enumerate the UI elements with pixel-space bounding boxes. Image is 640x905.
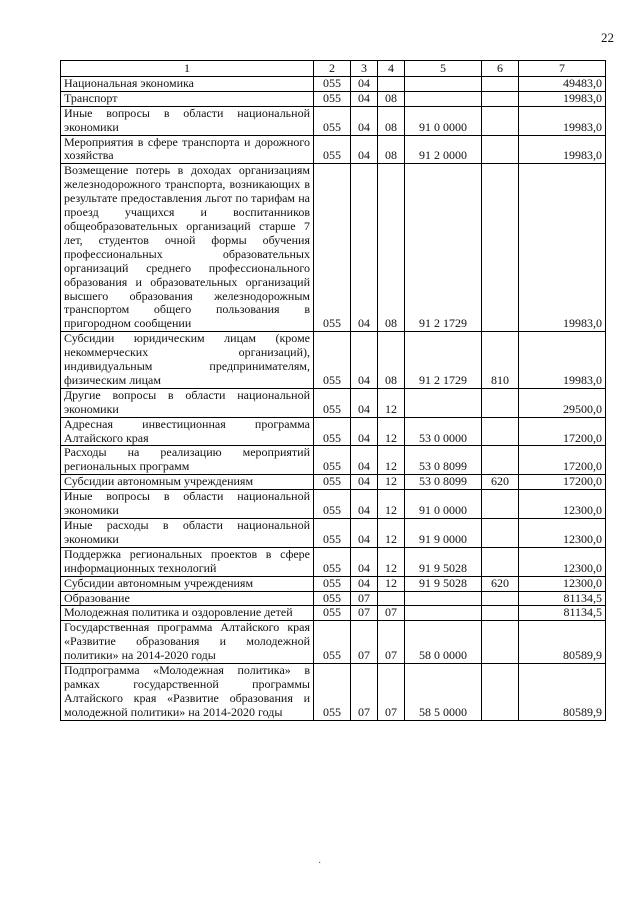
amount-cell: 12300,0 [519,490,606,519]
expense-type-cell [482,417,519,446]
target-article-cell: 91 9 0000 [405,519,482,548]
ministry-code-cell: 055 [314,519,351,548]
row-name-cell: Иные вопросы в области национальной экономики [61,490,314,519]
subsection-code-cell: 07 [378,621,405,664]
subsection-code-cell [378,76,405,91]
section-code-cell: 04 [351,76,378,91]
subsection-code-cell: 12 [378,490,405,519]
table-row [61,417,606,446]
expense-type-cell: 620 [482,576,519,591]
section-code-cell: 07 [351,606,378,621]
row-name-cell: Транспорт [61,91,314,106]
expense-type-cell [482,621,519,664]
column-header: 3 [351,61,378,77]
subsection-code-cell [378,591,405,606]
table-row [61,106,606,135]
table-row [61,519,606,548]
subsection-code-cell: 08 [378,91,405,106]
subsection-code-cell: 12 [378,417,405,446]
amount-cell: 80589,9 [519,621,606,664]
expense-type-cell [482,547,519,576]
expense-type-cell: 620 [482,475,519,490]
target-article-cell [405,591,482,606]
expense-type-cell [482,164,519,332]
subsection-code-cell: 08 [378,164,405,332]
subsection-code-cell: 12 [378,446,405,475]
table-row [61,388,606,417]
amount-cell: 17200,0 [519,446,606,475]
subsection-code-cell: 12 [378,547,405,576]
expense-type-cell [482,664,519,721]
column-header: 5 [405,61,482,77]
table-row [61,91,606,106]
row-name-cell: Другие вопросы в области национальной экономики [61,388,314,417]
subsection-code-cell: 12 [378,388,405,417]
column-header: 2 [314,61,351,77]
amount-cell: 19983,0 [519,332,606,389]
ministry-code-cell: 055 [314,621,351,664]
table-row [61,164,606,332]
subsection-code-cell: 07 [378,606,405,621]
subsection-code-cell: 12 [378,519,405,548]
target-article-cell [405,76,482,91]
ministry-code-cell: 055 [314,664,351,721]
ministry-code-cell: 055 [314,332,351,389]
header-row [61,61,606,77]
row-name-cell: Субсидии автономным учреждениям [61,576,314,591]
budget-table [60,60,606,721]
row-name-cell: Субсидии автономным учреждениям [61,475,314,490]
ministry-code-cell: 055 [314,135,351,164]
target-article-cell: 53 0 8099 [405,475,482,490]
target-article-cell: 91 9 5028 [405,547,482,576]
subsection-code-cell: 07 [378,664,405,721]
expense-type-cell [482,135,519,164]
section-code-cell: 04 [351,519,378,548]
expense-type-cell [482,591,519,606]
table-row [61,591,606,606]
row-name-cell: Мероприятия в сфере транспорта и дорожного хозяйства [61,135,314,164]
expense-type-cell [482,106,519,135]
section-code-cell: 04 [351,164,378,332]
row-name-cell: Образование [61,591,314,606]
table-row [61,490,606,519]
table-row [61,664,606,721]
amount-cell: 12300,0 [519,547,606,576]
section-code-cell: 07 [351,664,378,721]
column-header: 6 [482,61,519,77]
table-row [61,332,606,389]
expense-type-cell [482,519,519,548]
section-code-cell: 04 [351,332,378,389]
amount-cell: 17200,0 [519,475,606,490]
subsection-code-cell: 08 [378,135,405,164]
amount-cell: 49483,0 [519,76,606,91]
table-row [61,135,606,164]
page-number: 22 [601,30,614,45]
row-name-cell: Расходы на реализацию мероприятий региональных программ [61,446,314,475]
amount-cell: 81134,5 [519,606,606,621]
table-row [61,475,606,490]
target-article-cell: 53 0 0000 [405,417,482,446]
target-article-cell: 91 2 1729 [405,164,482,332]
amount-cell: 12300,0 [519,519,606,548]
target-article-cell: 91 9 5028 [405,576,482,591]
ministry-code-cell: 055 [314,91,351,106]
ministry-code-cell: 055 [314,475,351,490]
row-name-cell: Молодежная политика и оздоровление детей [61,606,314,621]
target-article-cell: 53 0 8099 [405,446,482,475]
row-name-cell: Подпрограмма «Молодежная политика» в рамках государственной программы Алтайского края «Развитие образования и молодежной политики» на 2014-2020 годы [61,664,314,721]
row-name-cell: Иные расходы в области национальной экономики [61,519,314,548]
row-name-cell: Государственная программа Алтайского края «Развитие образования и молодежной политики» на 2014-2020 годы [61,621,314,664]
amount-cell: 80589,9 [519,664,606,721]
table-row [61,446,606,475]
amount-cell: 17200,0 [519,417,606,446]
target-article-cell: 91 0 0000 [405,106,482,135]
table-row [61,576,606,591]
section-code-cell: 04 [351,135,378,164]
column-header: 4 [378,61,405,77]
target-article-cell [405,388,482,417]
expense-type-cell [482,606,519,621]
subsection-code-cell: 08 [378,332,405,389]
ministry-code-cell: 055 [314,591,351,606]
column-header: 7 [519,61,606,77]
amount-cell: 29500,0 [519,388,606,417]
expense-type-cell [482,76,519,91]
table-row [61,547,606,576]
amount-cell: 19983,0 [519,91,606,106]
target-article-cell: 91 0 0000 [405,490,482,519]
row-name-cell: Поддержка региональных проектов в сфере информационных технологий [61,547,314,576]
amount-cell: 19983,0 [519,164,606,332]
section-code-cell: 04 [351,446,378,475]
section-code-cell: 04 [351,91,378,106]
expense-type-cell: 810 [482,332,519,389]
ministry-code-cell: 055 [314,606,351,621]
ministry-code-cell: 055 [314,76,351,91]
section-code-cell: 04 [351,475,378,490]
amount-cell: 19983,0 [519,106,606,135]
ministry-code-cell: 055 [314,164,351,332]
column-header: 1 [61,61,314,77]
ministry-code-cell: 055 [314,106,351,135]
expense-type-cell [482,490,519,519]
subsection-code-cell: 08 [378,106,405,135]
row-name-cell: Субсидии юридическим лицам (кроме некоммерческих организаций), индивидуальным предпринимателям, физическим лицам [61,332,314,389]
target-article-cell: 91 2 1729 [405,332,482,389]
target-article-cell: 58 0 0000 [405,621,482,664]
ministry-code-cell: 055 [314,490,351,519]
amount-cell: 81134,5 [519,591,606,606]
section-code-cell: 04 [351,490,378,519]
table-row [61,621,606,664]
table-row [61,76,606,91]
section-code-cell: 04 [351,417,378,446]
target-article-cell: 91 2 0000 [405,135,482,164]
ministry-code-cell: 055 [314,446,351,475]
section-code-cell: 04 [351,388,378,417]
ministry-code-cell: 055 [314,547,351,576]
target-article-cell [405,606,482,621]
ministry-code-cell: 055 [314,417,351,446]
section-code-cell: 04 [351,106,378,135]
expense-type-cell [482,446,519,475]
table-row [61,606,606,621]
amount-cell: 19983,0 [519,135,606,164]
section-code-cell: 04 [351,547,378,576]
subsection-code-cell: 12 [378,475,405,490]
target-article-cell: 58 5 0000 [405,664,482,721]
subsection-code-cell: 12 [378,576,405,591]
ministry-code-cell: 055 [314,388,351,417]
section-code-cell: 04 [351,576,378,591]
section-code-cell: 07 [351,591,378,606]
expense-type-cell [482,388,519,417]
row-name-cell: Возмещение потерь в доходах организациям железнодорожного транспорта, возникающих в результате предоставления льгот по тарифам на проезд учащихся и воспитанников общеобразовательных организаций старше 7 лет, студентов очной формы обучения профессиональных образовательных организаций среднего профессионального образования и образовательных организаций высшего образования железнодорожным транспортом общего пользования в пригородном сообщении [61,164,314,332]
ministry-code-cell: 055 [314,576,351,591]
amount-cell: 12300,0 [519,576,606,591]
page-mark: · [318,858,322,869]
expense-type-cell [482,91,519,106]
target-article-cell [405,91,482,106]
row-name-cell: Адресная инвестиционная программа Алтайского края [61,417,314,446]
row-name-cell: Иные вопросы в области национальной экономики [61,106,314,135]
section-code-cell: 07 [351,621,378,664]
row-name-cell: Национальная экономика [61,76,314,91]
